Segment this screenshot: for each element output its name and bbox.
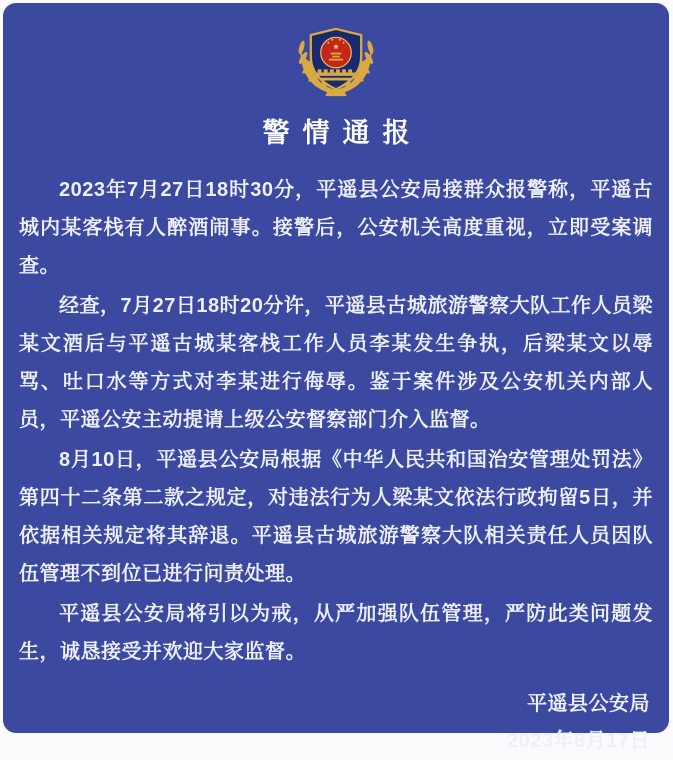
- svg-text:★: ★: [338, 37, 342, 43]
- notice-body: [3, 171, 669, 671]
- svg-text:★: ★: [332, 41, 340, 52]
- notice-panel: [3, 3, 669, 752]
- svg-text:★: ★: [341, 40, 346, 46]
- notice-paragraph-3: 8月10日，平遥县公安局根据《中华人民共和国治安管理处罚法》第四十二条第二款之规定，对违法行为人梁某文依法行政拘留5日，并依据相关规定将其辞退。平遥县古城旅游警察大队相关责任人员因队伍管理不到位已进行问责处理。: [19, 449, 653, 585]
- svg-text:★: ★: [326, 40, 331, 46]
- notice-paragraph-1: 2023年7月27日18时30分，平遥县公安局接群众报警称，平遥古城内某客栈有人醉酒闹事。接警后，公安机关高度重视，立即受案调查。: [19, 179, 653, 277]
- signature-block: [3, 686, 669, 760]
- svg-text:★: ★: [330, 37, 334, 43]
- signature-date: 2023年8月17日: [507, 730, 650, 752]
- notice-paragraph-2: 经查，7月27日18时20分许，平遥县古城旅游警察大队工作人员梁某文酒后与平遥古城某客栈工作人员李某发生争执，后梁某文以辱骂、吐口水等方式对李某进行侮辱。鉴于案件涉及公安机关内部人员，平遥公安主动提请上级公安督察部门介入监督。: [19, 295, 653, 431]
- signature-issuer: 平遥县公安局: [527, 693, 650, 715]
- police-badge-icon: [294, 24, 378, 98]
- notice-paragraph-4: 平遥县公安局将引以为戒，从严加强队伍管理，严防此类问题发生，诚恳接受并欢迎大家监督。: [19, 603, 653, 663]
- notice-title: 警情通报: [262, 118, 423, 148]
